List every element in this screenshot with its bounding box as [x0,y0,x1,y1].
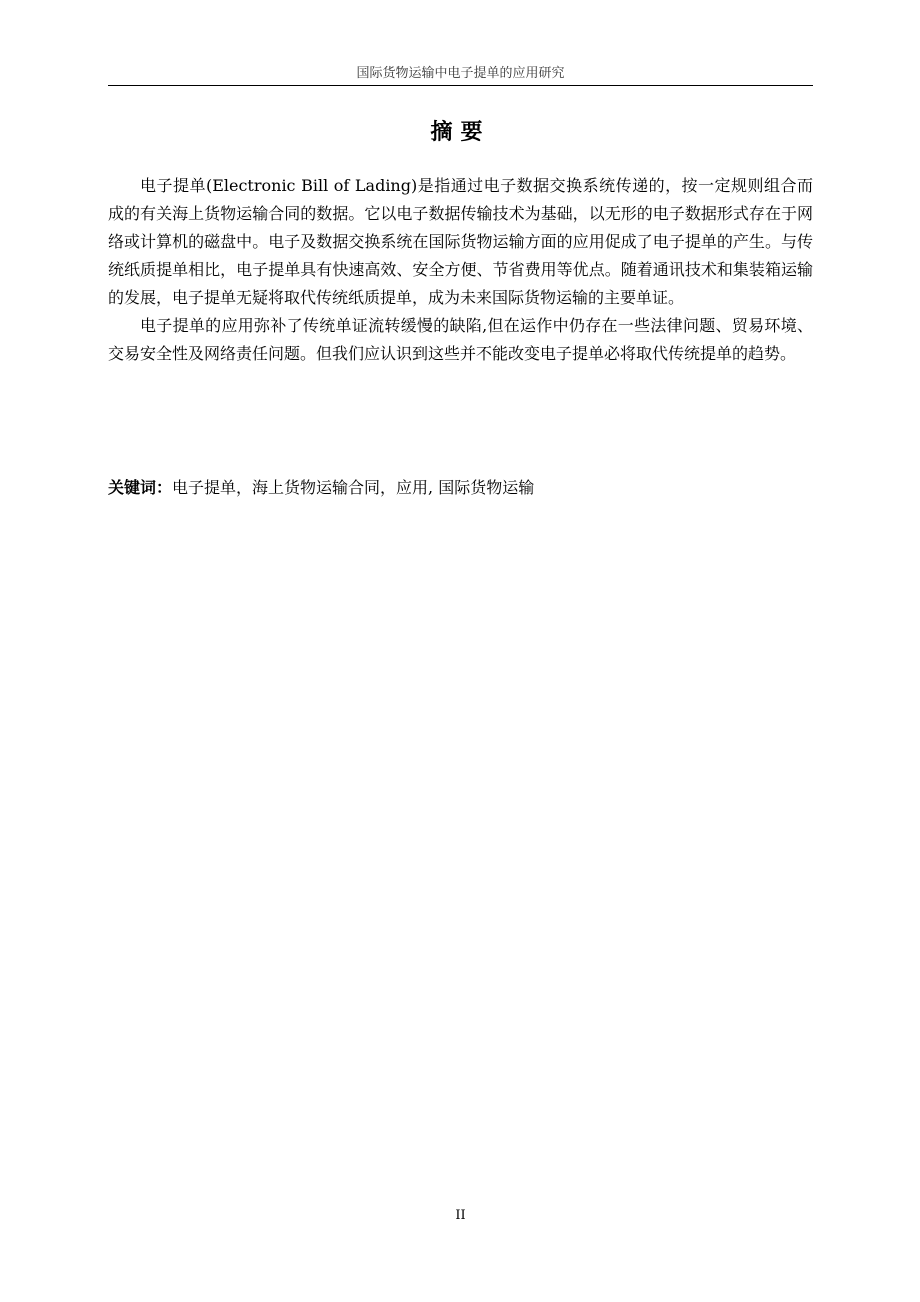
keywords-label: 关键词： [108,478,173,497]
abstract-paragraph-2: 电子提单的应用弥补了传统单证流转缓慢的缺陷,但在运作中仍存在一些法律问题、贸易环境、交易安全性及网络责任问题。但我们应认识到这些并不能改变电子提单必将取代传统提单的趋势。 [108,316,813,363]
keywords-line [108,474,813,502]
header-divider [108,85,813,86]
page-number: II [455,1208,466,1223]
abstract-title: 摘要 [430,120,491,145]
abstract-body [108,172,813,368]
running-header: 国际货物运输中电子提单的应用研究 [356,66,565,81]
keywords-text: 电子提单，海上货物运输合同，应用, 国际货物运输 [172,478,535,497]
abstract-paragraph-1: 电子提单(Electronic Bill of Lading)是指通过电子数据交换系统传递的，按一定规则组合而成的有关海上货物运输合同的数据。它以电子数据传输技术为基础，以无形的电子数据形式存在于网络或计算机的磁盘中。电子及数据交换系统在国际货物运输方面的应用促成了电子提单的产生。与传统纸质提单相比，电子提单具有快速高效、安全方便、节省费用等优点。随着通讯技术和集装箱运输的发展，电子提单无疑将取代传统纸质提单，成为未来国际货物运输的主要单证。 [108,176,813,307]
